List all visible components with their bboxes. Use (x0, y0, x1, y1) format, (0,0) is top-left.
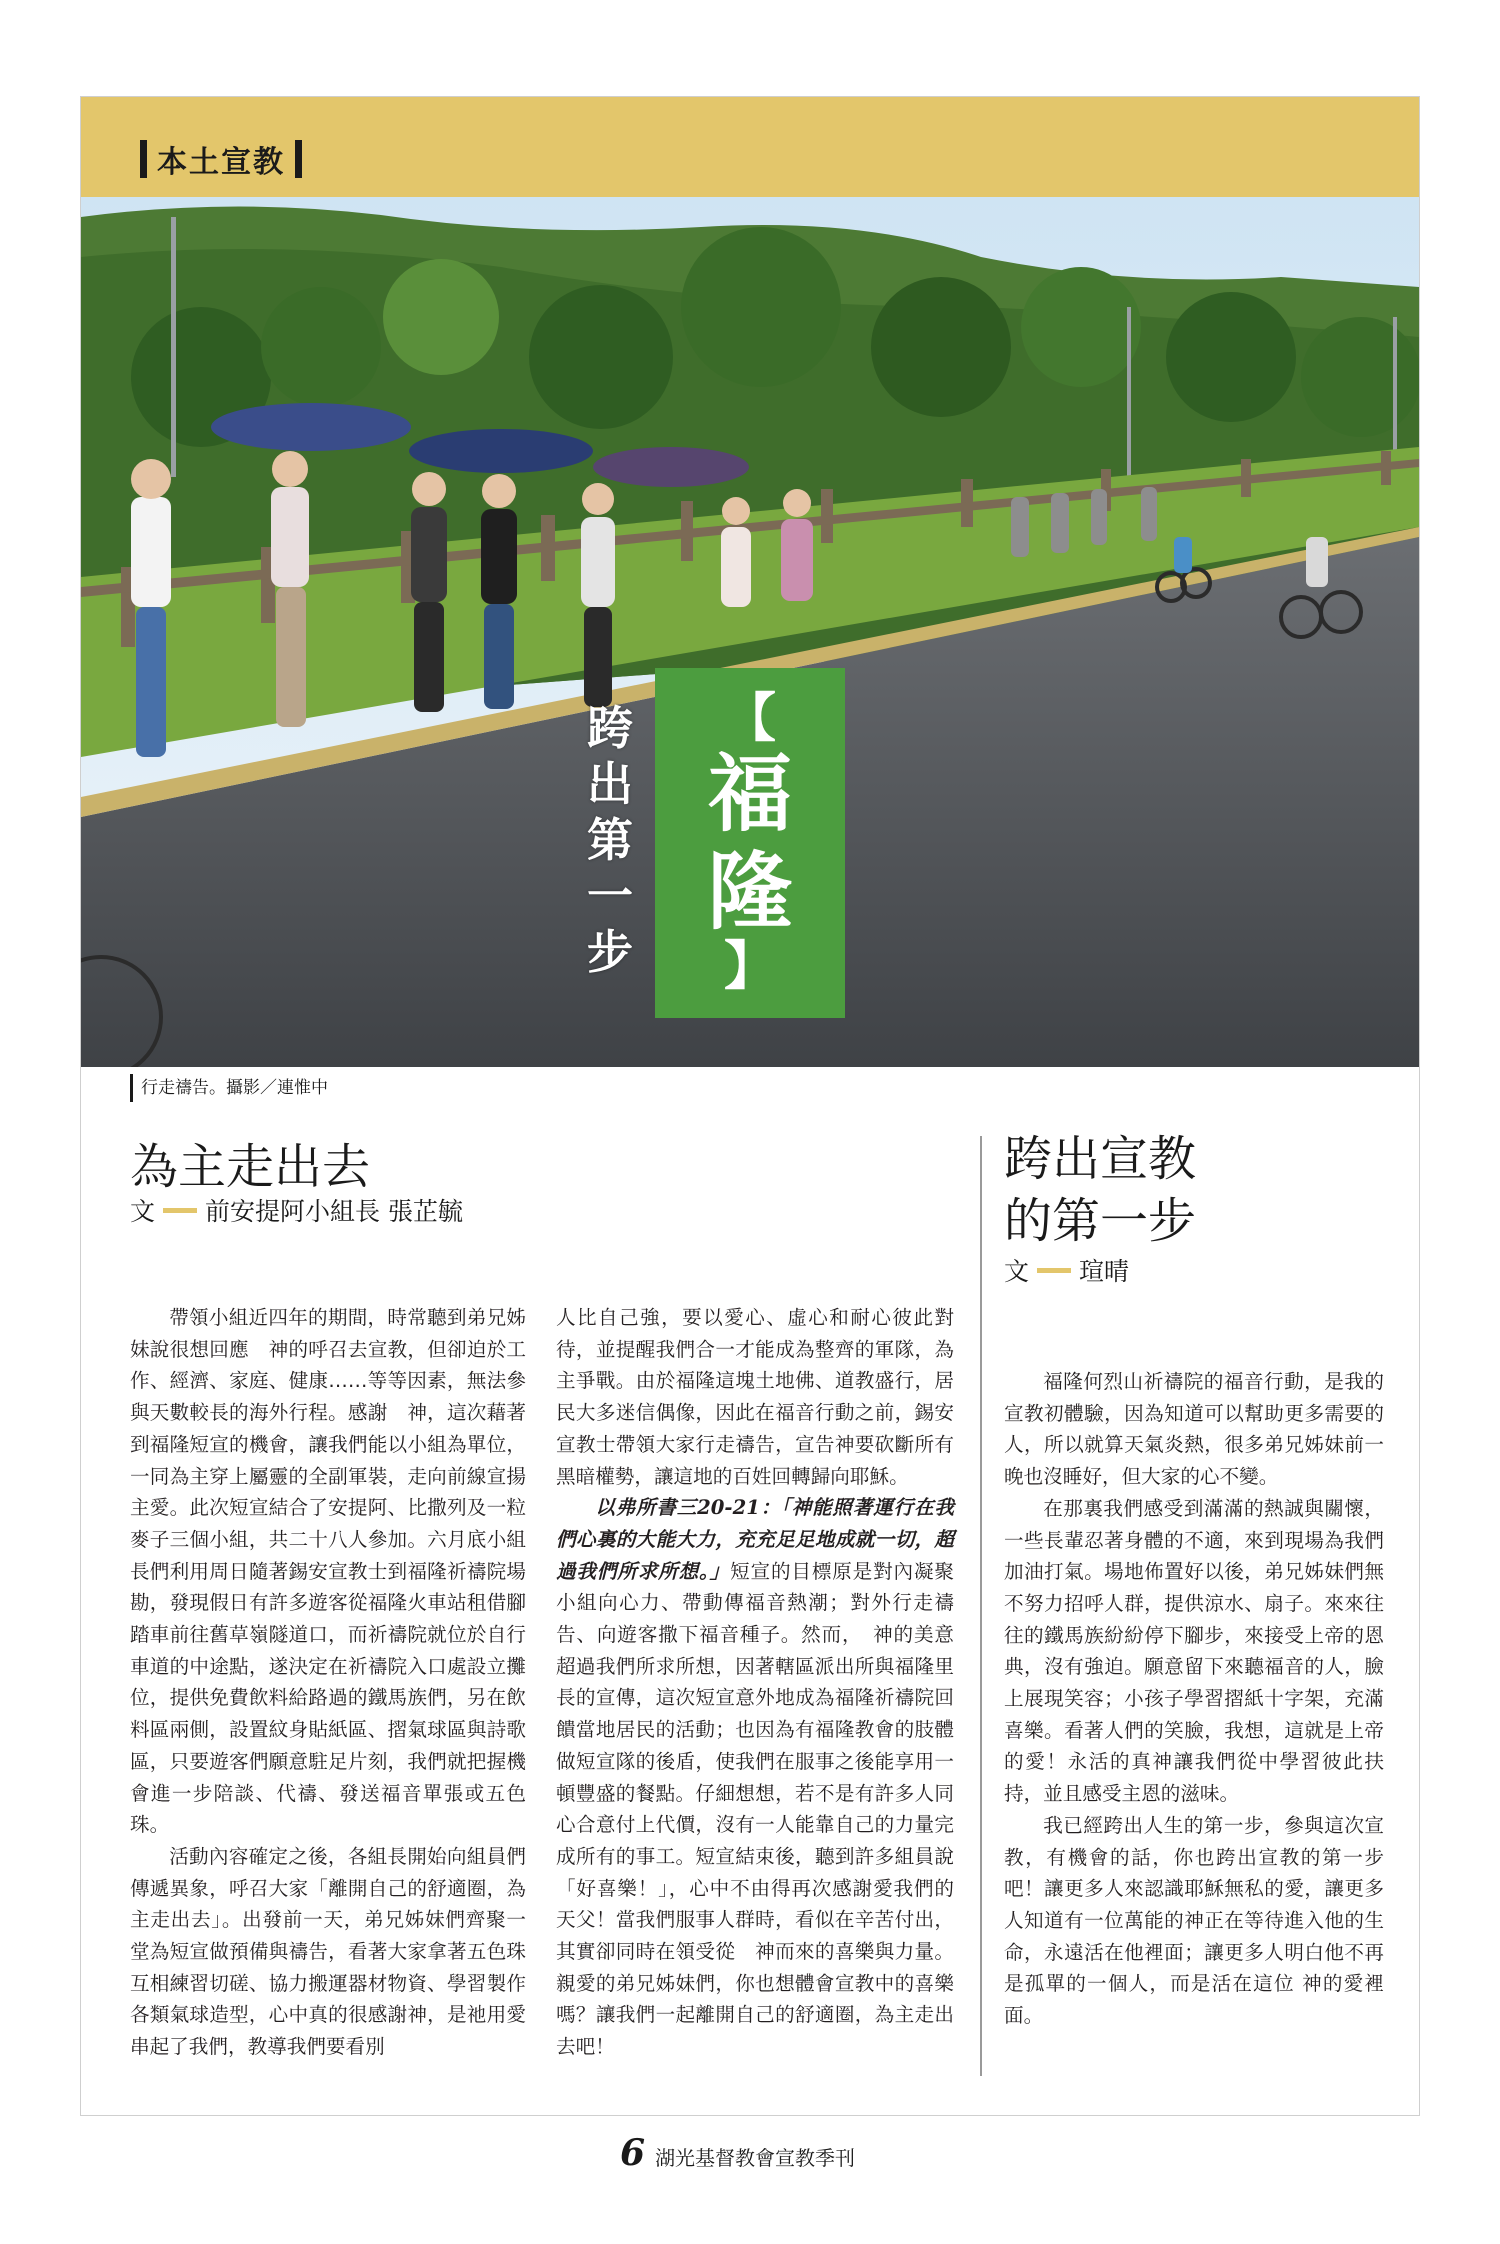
bible-verse: 以弗所書三20-21：「神能照著運行在我們心裏的大能大力，充充足足地成就一切，超過我們所求所想。」 (556, 1496, 954, 1583)
article2-byline (1004, 1252, 1129, 1288)
label-bar-left (140, 140, 147, 178)
photo-caption: 行走禱告。攝影／連惟中 (130, 1074, 328, 1102)
article1-byline (130, 1192, 463, 1228)
title-char: 福 (707, 745, 792, 843)
column-divider (980, 1136, 982, 2076)
article2-column (1004, 1366, 1384, 2032)
subtitle-char: 步 (587, 925, 633, 979)
title-close-bracket: 】 (723, 937, 776, 997)
subtitle-char: 一 (587, 869, 633, 923)
byline-dash (1037, 1268, 1071, 1273)
article2-title (1004, 1128, 1196, 1252)
title-open-bracket: 【 (723, 689, 776, 749)
byline-author: 瑄晴 (1079, 1257, 1130, 1286)
article1-title: 為主走出去 (130, 1139, 371, 1195)
paragraph: 福隆何烈山祈禱院的福音行動，是我的宣教初體驗，因為知道可以幫助更多需要的人，所以就算天氣炎熱，很多弟兄姊妹前一晚也沒睡好，但大家的心不變。 (1004, 1370, 1384, 1489)
title-char: 隆 (707, 843, 792, 941)
section-label (130, 136, 312, 182)
article1-column-1 (130, 1302, 526, 2063)
page-footer (620, 2132, 855, 2174)
subtitle-char: 出 (587, 757, 633, 811)
paragraph: 帶領小組近四年的期間，時常聽到弟兄姊妹說很想回應 神的呼召去宣教，但卻迫於工作、經濟、家庭、健康……等等因素，無法參與天數較長的海外行程。感謝 神，這次藉著到福隆短宣的機會，讓我們能以小組為單位，一同為主穿上屬靈的全副軍裝，走向前線宣揚主愛。此次短宣結合了安提阿、比撒列及一粒麥子三個小組，共二十八人參加。六月底小組長們利用周日隨著錫安宣教士到福隆祈禱院場勘，發現假日有許多遊客從福隆火車站租借腳踏車前往舊草嶺隧道口，而祈禱院就位於自行車道的中途點，遂決定在祈禱院入口處設立攤位，提供免費飲料給路過的鐵馬族們，另在飲料區兩側，設置紋身貼紙區、摺氣球區與詩歌區，只要遊客們願意駐足片刻，我們就把握機會進一步陪談、代禱、發送福音單張或五色珠。 (130, 1306, 526, 1837)
byline-dash (163, 1208, 197, 1213)
paragraph: 在那裏我們感受到滿滿的熱誠與關懷，一些長輩忍著身體的不適，來到現場為我們加油打氣。場地佈置好以後，弟兄姊妹們無不努力招呼人群，提供涼水、扇子。來來往往的鐵馬族紛紛停下腳步，來接受上帝的恩典，沒有強迫。願意留下來聽福音的人，臉上展現笑容；小孩子學習摺紙十字架，充滿喜樂。看著人們的笑臉，我想，這就是上帝的愛！永活的真神讓我們從中學習彼此扶持，並且感受主恩的滋味。 (1004, 1496, 1384, 1806)
article2-title-line: 的第一步 (1004, 1193, 1197, 1249)
section-label-text: 本土宣教 (157, 145, 285, 180)
paragraph: 人比自己強，要以愛心、虛心和耐心彼此對待，並提醒我們合一才能成為整齊的軍隊，為主爭戰。由於福隆這塊土地佛、道教盛行，居民大多迷信偶像，因此在福音行動之前，錫安宣教士帶領大家行走禱告，宣告神要砍斷所有黑暗權勢，讓這地的百姓回轉歸向耶穌。 (556, 1306, 954, 1488)
subtitle-char: 跨 (587, 701, 633, 755)
article2-title-line: 跨出宣教 (1004, 1131, 1197, 1187)
paragraph: 我已經跨出人生的第一步，參與這次宣教，有機會的話，你也跨出宣教的第一步吧！讓更多人來認識耶穌無私的愛，讓更多人知道有一位萬能的神正在等待進入他的生命，永遠活在他裡面；讓更多人明白他不再是孤單的一個人，而是活在這位 神的愛裡面。 (1004, 1813, 1384, 2028)
subtitle-char: 第 (587, 813, 633, 867)
label-bar-right (295, 140, 302, 178)
title-box-text (655, 668, 845, 1018)
paragraph-rest: 短宣的目標原是對內凝聚小組向心力、帶動傳福音熱潮；對外行走禱告、向遊客撒下福音種子。然而， 神的美意超過我們所求所想，因著轄區派出所與福隆里長的宣傳，這次短宣意外地成為福隆祈禱院回饋當地居民的活動；也因為有福隆教會的肢體做短宣隊的後盾，使我們在服事之後能享用一頓豐盛的餐點。仔細想想，若不是有許多人同心合意付上代價，沒有一人能靠自己的力量完成所有的事工。短宣結束後，聽到許多組員說「好喜樂！」，心中不由得再次感謝愛我們的天父！當我們服事人群時，看似在辛苦付出，其實卻同時在領受從 神而來的喜樂與力量。親愛的弟兄姊妹們，你也想體會宣教中的喜樂嗎？讓我們一起離開自己的舒適圈，為主走出去吧！ (556, 1559, 955, 2059)
magazine-name: 湖光基督教會宣教季刊 (655, 2146, 856, 2170)
page-number: 6 (620, 2132, 646, 2174)
title-box (655, 668, 845, 1018)
byline-prefix: 文 (130, 1197, 156, 1226)
article1-column-2 (556, 1302, 954, 2063)
photo-subtitle-vertical (580, 700, 640, 980)
paragraph: 活動內容確定之後，各組長開始向組員們傳遞異象，呼召大家「離開自己的舒適圈，為主走出去」。出發前一天，弟兄姊妹們齊聚一堂為短宣做預備與禱告，看著大家拿著五色珠互相練習切磋、協力搬運器材物資、學習製作各類氣球造型，心中真的很感謝神，是祂用愛串起了我們，教導我們要看別 (130, 1844, 526, 2059)
byline-author: 前安提阿小組長 張芷毓 (205, 1197, 463, 1226)
byline-prefix: 文 (1004, 1257, 1030, 1286)
paragraph (556, 1492, 954, 2063)
